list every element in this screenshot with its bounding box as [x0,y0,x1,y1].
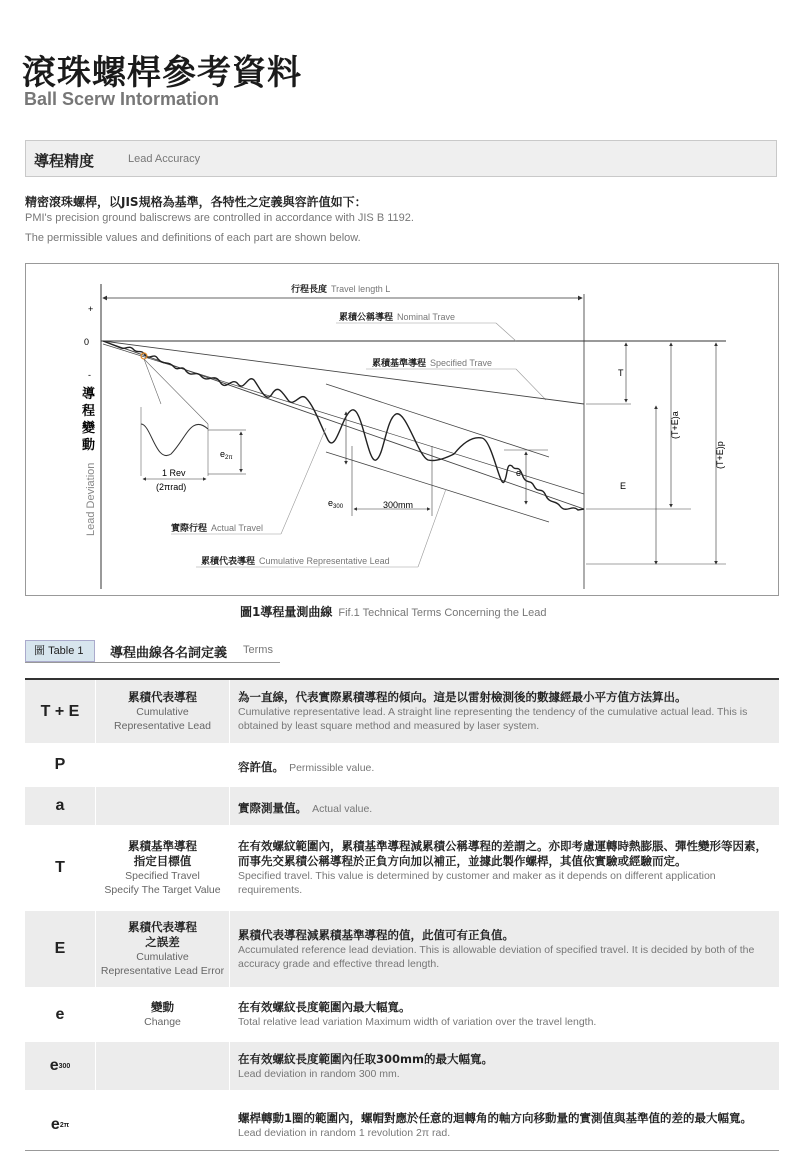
page-title: 滾珠螺桿參考資料 [22,53,302,93]
figure-caption [240,603,546,620]
TEa-label: (T+E)a [670,411,680,439]
specified-label: 累積基準導程 Specified Trave [372,358,493,368]
travel-length-label: 行程長度 Travel length L [291,284,391,294]
rad-label: (2πrad) [156,482,187,492]
term-symbol: e 300 [25,1042,96,1090]
table-row [25,787,779,825]
nominal-label: 累積公稱導程 Nominal Trave [339,312,456,322]
actual-travel-label: 實際行程 Actual Travel [171,523,264,533]
table-title-cn: 導程曲線各名詞定義 [110,646,228,661]
terms-table [25,678,779,1155]
axis-cn-4: 動 [82,437,96,452]
intro-text-en-2: The permissible values and definitions of each part are shown below. [25,232,361,244]
intro-text-en-1: PMI's precision ground baliscrews are controlled in accordance with JIS B 1192. [25,212,414,224]
e2pi-label: $e_{2\pi}$ [220,449,233,461]
figure-caption-en: Fif.1 Technical Terms Concerning the Lead [338,607,547,619]
term-symbol: T + E [25,680,96,743]
cumulative-label: 累積代表導程 Cumulative Representative Lead [201,556,390,566]
axis-zero-label: 0 [84,337,90,347]
lead-curve-diagram [26,264,780,597]
table-title-en: Terms [243,644,273,656]
e300-label: $e_{300}$ [328,498,344,510]
term-name: 變動 Change [96,992,230,1037]
table-row [25,680,779,743]
axis-cn-1: 導 [82,386,96,401]
table-row [25,1095,779,1155]
sine-inset-curve [141,424,208,456]
term-description: 為一直線，代表實際累積導程的傾向。這是以雷射檢測後的數據經最小平方值方法算出。 Cumulative representative lead. A straight line representing the tendency of the cumulative actual lead. This is obtained by least square method and measured by laser system. [238,690,748,732]
term-name: 累積代表導程 之誤差 Cumulative Representative Lead Error [96,911,230,987]
mm300-label: 300mm [383,500,414,510]
term-name [96,1095,230,1155]
axis-cn-2: 程 [82,403,96,418]
axis-minus-label: - [88,370,91,380]
lead-measurement-figure [25,263,779,596]
rev-label: 1 Rev [162,468,186,478]
intro-text-cn: 精密滾珠螺桿，以JIS規格為基準，各特性之定義與容許值如下： [25,195,367,209]
term-name: 累積代表導程 Cumulative Representative Lead [96,680,230,743]
term-symbol: e 2π [25,1095,96,1155]
table-row [25,992,779,1037]
table-badge: 圖 Table 1 [25,640,95,662]
term-description: 累積代表導程減累積基準導程的值，此值可有正負值。 Accumulated reference lead deviation. This is allowable deviation of specified travel. It is decided by both of the accuracy grade and effective thread length. [238,927,755,970]
term-description: 在有效螺紋長度範圍內任取300mm的最大幅寬。 Lead deviation in random 300 mm. [238,1051,493,1080]
page-subtitle: Ball Scerw Intormation [24,89,220,109]
term-symbol: T [25,830,96,906]
specified-travel-line [103,341,584,404]
term-description: 在有效螺紋長度範圍內最大幅寬。 Total relative lead variation Maximum width of variation over the travel length. [238,1000,597,1028]
term-name [96,1042,230,1090]
axis-plus-label: + [88,304,94,314]
table-tag [25,640,280,663]
term-description: 螺桿轉動1圈的範圍內，螺帽對應於任意的迴轉角的軸方向移動量的實測值與基準值的差的最大幅寬。 Lead deviation in random 1 revolution 2π rad. [238,1110,752,1139]
axis-en-label: Lead Deviation [85,462,97,536]
axis-cn-3: 變 [82,420,96,435]
term-description: 實際測量值。 Actual value. [238,800,373,815]
TEp-label: (T+E)p [715,441,725,469]
section-title-cn: 導程精度 [34,152,95,170]
bottom-rule [25,1150,779,1151]
term-name [96,748,230,782]
table-row [25,830,779,906]
term-description: 在有效螺紋範圍內，累積基準導程減累積公稱導程的差謂之。亦即考慮運轉時熱膨脹、彈性變形等因素，而事先交累積公稱導程於正負方向加以補正，並據此製作螺桿，其值依實驗或經驗而定。 Specified travel. This value is determined by customer and maker as it depends on different application requirements. [238,839,767,896]
term-symbol: P [25,748,96,782]
term-symbol: E [25,911,96,987]
T-label: T [618,368,624,378]
term-symbol: e [25,992,96,1037]
term-symbol: a [25,787,96,825]
term-description: 容許值。 Permissible value. [238,759,375,774]
table-row [25,748,779,782]
figure-caption-cn: 圖1導程量測曲線 [240,605,333,619]
e-label: e [516,468,522,478]
E-label: E [620,481,627,491]
section-title-en: Lead Accuracy [128,153,201,165]
section-header [25,140,777,177]
table-icon: 圖 [34,645,49,657]
table-row [25,911,779,987]
table-row [25,1042,779,1090]
term-name: 累積基準導程 指定目標值 Specified Travel Specify The Target Value [96,830,230,906]
term-name [96,787,230,825]
